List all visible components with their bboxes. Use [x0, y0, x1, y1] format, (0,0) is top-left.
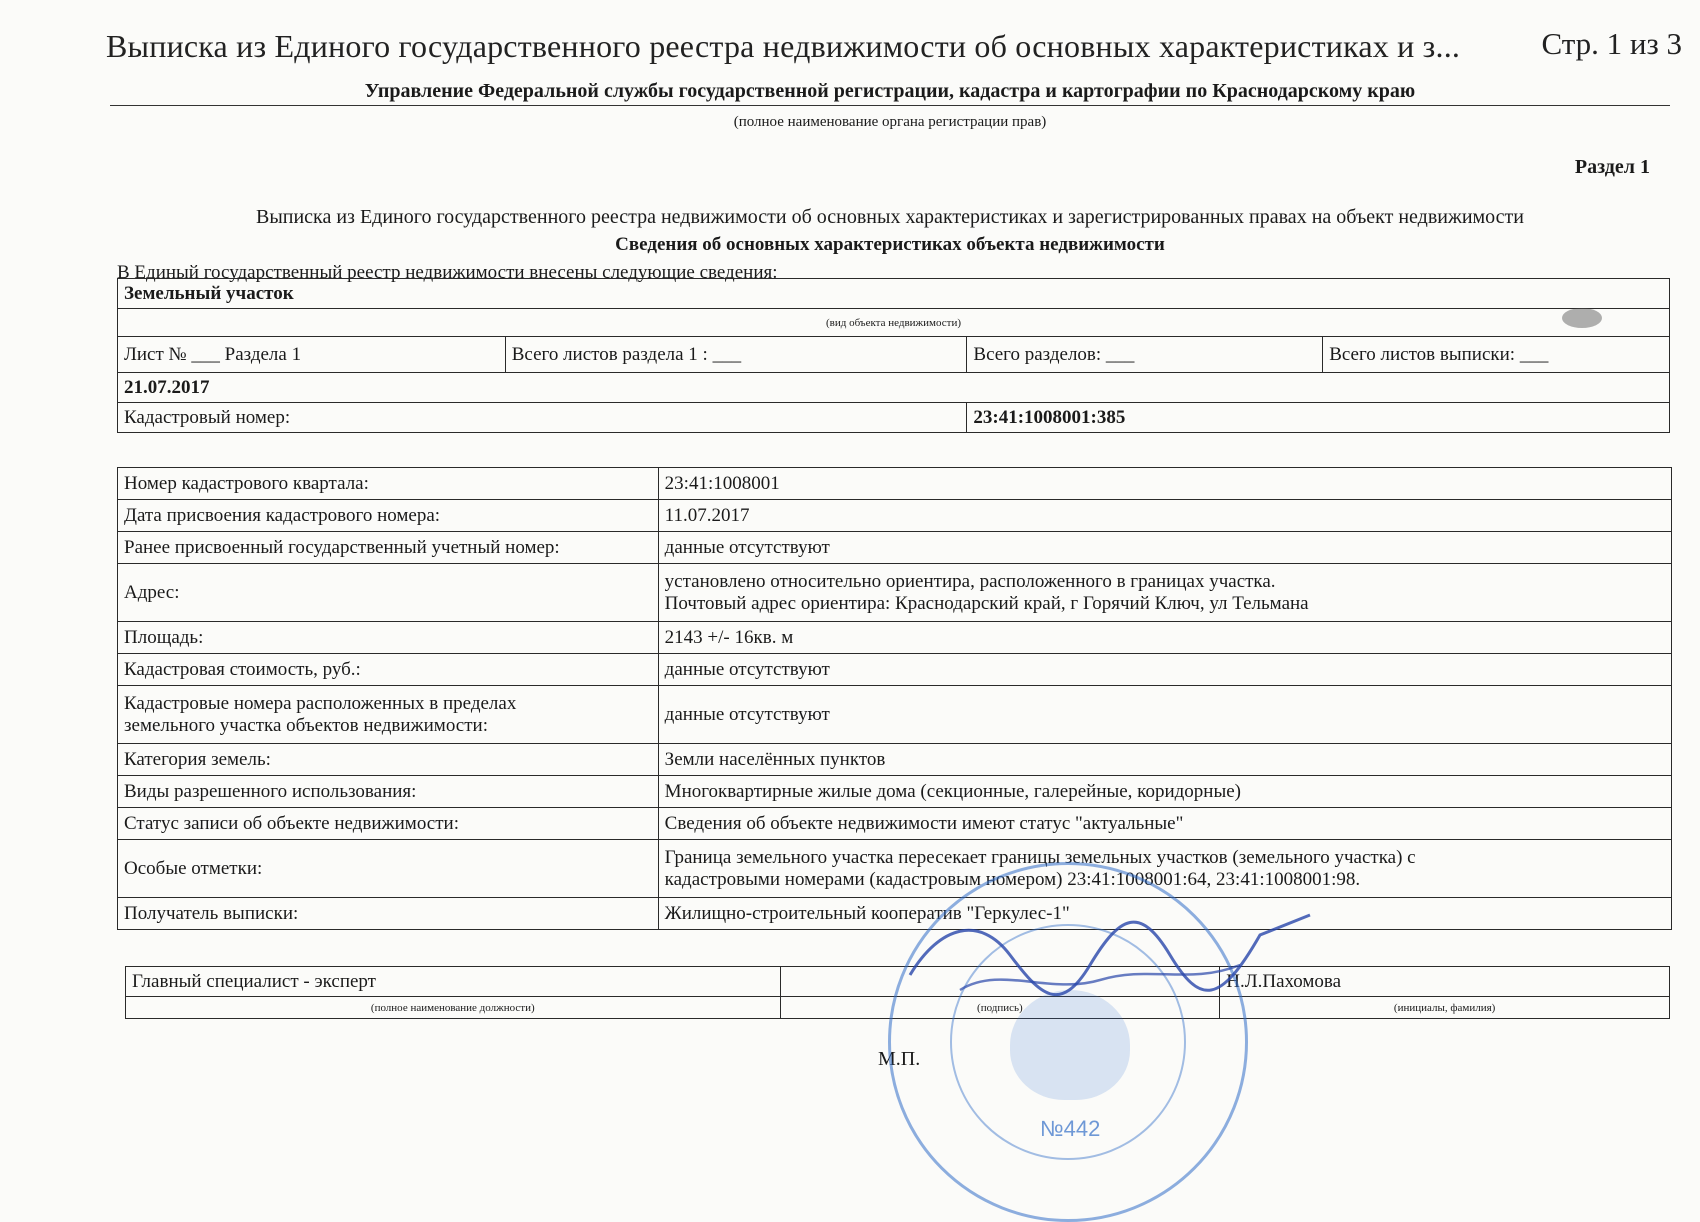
cadastral-number-label: Кадастровый номер: [118, 403, 967, 433]
signature-caption: (подпись) [780, 997, 1220, 1019]
detail-label: Особые отметки: [118, 840, 659, 898]
detail-value: данные отсутствуют [658, 532, 1671, 564]
detail-label: Виды разрешенного использования: [118, 776, 659, 808]
position-caption: (полное наименование должности) [126, 997, 781, 1019]
seal-label: М.П. [878, 1048, 921, 1070]
detail-label: Дата присвоения кадастрового номера: [118, 500, 659, 532]
detail-value: 23:41:1008001 [658, 468, 1671, 500]
notes-line-2: кадастровыми номерами (кадастровым номером) 23:41:1008001:64, 23:41:1008001:98. [664, 868, 1361, 890]
signer-position: Главный специалист - эксперт [126, 967, 781, 997]
address-line-2: Почтовый адрес ориентира: Краснодарский край, г Горячий Ключ, ул Тельмана [664, 592, 1309, 614]
detail-label: Ранее присвоенный государственный учетный номер: [118, 532, 659, 564]
total-sheets: Всего листов выписки: ___ [1323, 337, 1670, 373]
object-type: Земельный участок [118, 279, 1670, 309]
section-label: Раздел 1 [1574, 156, 1650, 178]
detail-label: Номер кадастрового квартала: [118, 468, 659, 500]
object-header-table [117, 278, 1670, 433]
detail-value: 2143 +/- 16кв. м [658, 622, 1671, 654]
intro-text: В Единый государственный реестр недвижимости внесены следующие сведения: [117, 262, 778, 283]
page-counter: Стр. 1 из 3 [1541, 26, 1682, 61]
detail-value: 11.07.2017 [658, 500, 1671, 532]
detail-label-multiline [118, 686, 659, 744]
sheet-number: Лист № ___ Раздела 1 [118, 337, 506, 373]
extract-date: 21.07.2017 [118, 373, 1670, 403]
detail-value: данные отсутствуют [658, 686, 1671, 744]
detail-label: Площадь: [118, 622, 659, 654]
detail-value-notes [658, 840, 1671, 898]
detail-value-address [658, 564, 1671, 622]
label-line-2: земельного участка объектов недвижимости: [124, 714, 488, 736]
signer-name: Н.Л.Пахомова [1220, 967, 1670, 997]
stamp-number: №442 [1040, 1116, 1101, 1141]
characteristics-table [117, 467, 1672, 930]
handwritten-signature [900, 895, 1320, 1025]
total-sections: Всего разделов: ___ [967, 337, 1323, 373]
detail-value: Земли населённых пунктов [658, 744, 1671, 776]
detail-value: данные отсутствуют [658, 654, 1671, 686]
detail-label: Получатель выписки: [118, 898, 659, 930]
authority-caption: (полное наименование органа регистрации прав) [733, 114, 1047, 130]
notes-line-1: Граница земельного участка пересекает границы земельных участков (земельного участка) с [664, 846, 1416, 868]
name-caption: (инициалы, фамилия) [1220, 997, 1670, 1019]
header-title: Выписка из Единого государственного реестра недвижимости об основных характеристиках и з... [106, 28, 1461, 64]
document-title: Выписка из Единого государственного реестра недвижимости об основных характеристиках и зарегистрированных правах на объект недвижимости [255, 206, 1524, 228]
detail-value: Жилищно-строительный кооператив "Геркулес-1" [658, 898, 1671, 930]
detail-value: Многоквартирные жилые дома (секционные, галерейные, коридорные) [658, 776, 1671, 808]
document-subtitle: Сведения об основных характеристиках объекта недвижимости [615, 234, 1165, 255]
registration-authority: Управление Федеральной службы государственной регистрации, кадастра и картографии по Краснодарскому краю [110, 80, 1670, 106]
detail-label: Категория земель: [118, 744, 659, 776]
ink-smudge [1562, 308, 1602, 328]
detail-label: Статус записи об объекте недвижимости: [118, 808, 659, 840]
detail-label: Адрес: [118, 564, 659, 622]
cadastral-number-value: 23:41:1008001:385 [967, 403, 1670, 433]
address-line-1: установлено относительно ориентира, расположенного в границах участка. [664, 570, 1276, 592]
detail-value: Сведения об объекте недвижимости имеют статус "актуальные" [658, 808, 1671, 840]
object-type-caption: (вид объекта недвижимости) [118, 309, 1670, 337]
detail-label: Кадастровая стоимость, руб.: [118, 654, 659, 686]
sheets-in-section: Всего листов раздела 1 : ___ [505, 337, 967, 373]
label-line-1: Кадастровые номера расположенных в пределах [124, 692, 517, 714]
